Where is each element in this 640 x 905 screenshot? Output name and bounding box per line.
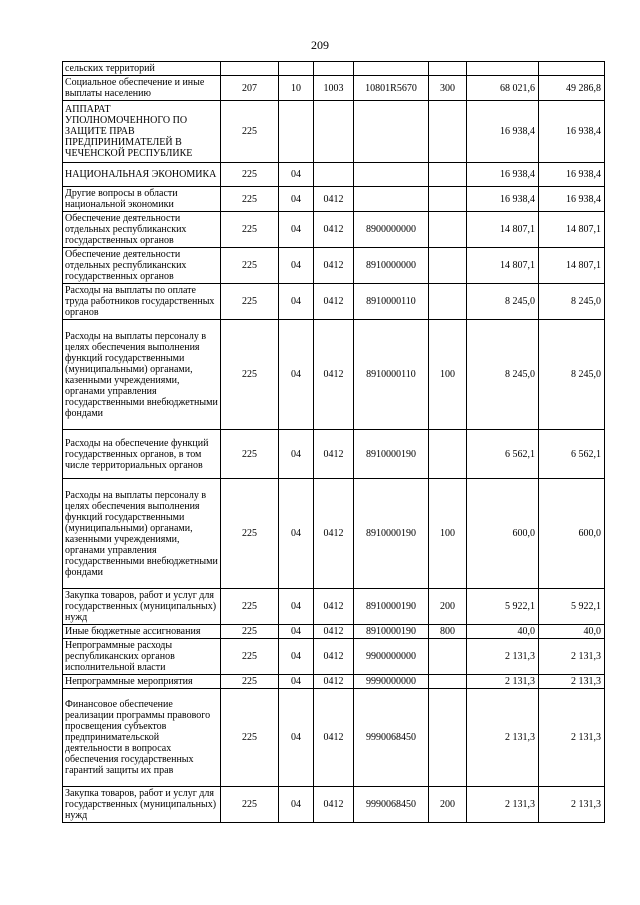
row-amount-1: 40,0 (467, 625, 539, 639)
row-expense-type: 100 (429, 320, 467, 430)
row-subsection-code: 0412 (314, 212, 354, 248)
row-expense-type (429, 639, 467, 675)
row-expense-type (429, 187, 467, 212)
row-ved-code: 225 (221, 187, 279, 212)
row-subsection-code: 0412 (314, 320, 354, 430)
row-target-article: 8910000110 (354, 284, 429, 320)
row-name: Расходы на выплаты по оплате труда работников государственных органов (63, 284, 221, 320)
row-amount-2: 5 922,1 (539, 589, 605, 625)
row-amount-1: 68 021,6 (467, 76, 539, 101)
row-expense-type (429, 62, 467, 76)
row-section-code: 04 (279, 163, 314, 187)
row-target-article: 9990068450 (354, 689, 429, 787)
row-expense-type (429, 212, 467, 248)
row-section-code: 04 (279, 639, 314, 675)
row-subsection-code: 0412 (314, 589, 354, 625)
row-amount-1: 8 245,0 (467, 284, 539, 320)
row-subsection-code: 0412 (314, 675, 354, 689)
row-ved-code: 225 (221, 639, 279, 675)
row-amount-1: 14 807,1 (467, 248, 539, 284)
row-name: Иные бюджетные ассигнования (63, 625, 221, 639)
row-subsection-code: 0412 (314, 430, 354, 479)
row-amount-1: 2 131,3 (467, 787, 539, 823)
budget-table (62, 61, 605, 823)
row-section-code: 04 (279, 589, 314, 625)
row-ved-code: 225 (221, 320, 279, 430)
row-name: Расходы на выплаты персоналу в целях обеспечения выполнения функций государственными (муниципальными) органами, казенными учреждениями, органами управления государственными внебюджетными фондами (63, 320, 221, 430)
row-target-article (354, 187, 429, 212)
table-row (63, 479, 605, 589)
row-subsection-code: 0412 (314, 479, 354, 589)
row-subsection-code: 0412 (314, 248, 354, 284)
table-row (63, 284, 605, 320)
row-name: Финансовое обеспечение реализации программы правового просвещения субъектов предпринимательской деятельности в вопросах обеспечения государственных гарантий защиты их прав (63, 689, 221, 787)
row-amount-2: 16 938,4 (539, 101, 605, 163)
table-row (63, 76, 605, 101)
row-name: Непрограммные мероприятия (63, 675, 221, 689)
table-row (63, 187, 605, 212)
row-amount-1: 16 938,4 (467, 101, 539, 163)
row-section-code: 04 (279, 187, 314, 212)
row-expense-type (429, 675, 467, 689)
row-ved-code: 225 (221, 430, 279, 479)
row-ved-code: 225 (221, 212, 279, 248)
row-ved-code: 225 (221, 284, 279, 320)
row-section-code: 10 (279, 76, 314, 101)
table-row (63, 689, 605, 787)
row-name: Социальное обеспечение и иные выплаты населению (63, 76, 221, 101)
row-ved-code: 225 (221, 625, 279, 639)
row-target-article: 9990000000 (354, 675, 429, 689)
row-target-article: 9990068450 (354, 787, 429, 823)
row-amount-2: 16 938,4 (539, 187, 605, 212)
row-subsection-code: 0412 (314, 639, 354, 675)
row-name: сельских территорий (63, 62, 221, 76)
row-amount-2: 14 807,1 (539, 212, 605, 248)
row-name: НАЦИОНАЛЬНАЯ ЭКОНОМИКА (63, 163, 221, 187)
row-amount-2: 2 131,3 (539, 639, 605, 675)
row-amount-1: 2 131,3 (467, 675, 539, 689)
row-target-article: 8910000190 (354, 589, 429, 625)
row-name: Расходы на выплаты персоналу в целях обеспечения выполнения функций государственными (муниципальными) органами, казенными учреждениями, органами управления государственными внебюджетными фондами (63, 479, 221, 589)
row-ved-code: 225 (221, 675, 279, 689)
row-subsection-code: 0412 (314, 689, 354, 787)
row-ved-code: 225 (221, 787, 279, 823)
row-ved-code: 225 (221, 479, 279, 589)
row-name: Обеспечение деятельности отдельных республиканских государственных органов (63, 248, 221, 284)
table-row (63, 625, 605, 639)
row-amount-2: 40,0 (539, 625, 605, 639)
row-subsection-code (314, 101, 354, 163)
row-target-article (354, 101, 429, 163)
row-amount-1: 6 562,1 (467, 430, 539, 479)
row-target-article: 8900000000 (354, 212, 429, 248)
row-section-code: 04 (279, 625, 314, 639)
row-section-code: 04 (279, 675, 314, 689)
row-subsection-code: 1003 (314, 76, 354, 101)
row-ved-code: 207 (221, 76, 279, 101)
row-expense-type: 200 (429, 787, 467, 823)
row-target-article: 8910000190 (354, 479, 429, 589)
table-row (63, 163, 605, 187)
row-amount-1 (467, 62, 539, 76)
row-ved-code: 225 (221, 101, 279, 163)
row-target-article (354, 62, 429, 76)
row-amount-2: 2 131,3 (539, 689, 605, 787)
row-ved-code: 225 (221, 589, 279, 625)
row-name: АППАРАТ УПОЛНОМОЧЕННОГО ПО ЗАЩИТЕ ПРАВ ПРЕДПРИНИМАТЕЛЕЙ В ЧЕЧЕНСКОЙ РЕСПУБЛИКЕ (63, 101, 221, 163)
row-target-article: 8910000190 (354, 430, 429, 479)
row-amount-2: 49 286,8 (539, 76, 605, 101)
table-row (63, 101, 605, 163)
row-amount-2: 2 131,3 (539, 675, 605, 689)
table-row (63, 589, 605, 625)
row-ved-code (221, 62, 279, 76)
row-subsection-code: 0412 (314, 787, 354, 823)
row-amount-2: 14 807,1 (539, 248, 605, 284)
row-ved-code: 225 (221, 163, 279, 187)
row-subsection-code (314, 163, 354, 187)
table-row (63, 212, 605, 248)
page-number: 209 (311, 38, 329, 52)
row-target-article: 8910000190 (354, 625, 429, 639)
row-amount-1: 600,0 (467, 479, 539, 589)
row-section-code: 04 (279, 787, 314, 823)
table-row (63, 248, 605, 284)
row-expense-type: 200 (429, 589, 467, 625)
row-amount-2: 8 245,0 (539, 320, 605, 430)
row-section-code: 04 (279, 248, 314, 284)
row-subsection-code: 0412 (314, 187, 354, 212)
row-name: Закупка товаров, работ и услуг для государственных (муниципальных) нужд (63, 787, 221, 823)
row-expense-type (429, 101, 467, 163)
row-section-code (279, 62, 314, 76)
table-row (63, 787, 605, 823)
row-amount-1: 2 131,3 (467, 689, 539, 787)
row-subsection-code: 0412 (314, 284, 354, 320)
row-amount-2: 2 131,3 (539, 787, 605, 823)
table-row (63, 320, 605, 430)
table-row (63, 430, 605, 479)
row-expense-type (429, 689, 467, 787)
row-section-code: 04 (279, 689, 314, 787)
row-ved-code: 225 (221, 248, 279, 284)
table-row (63, 675, 605, 689)
row-expense-type: 100 (429, 479, 467, 589)
row-expense-type (429, 248, 467, 284)
row-target-article: 8910000110 (354, 320, 429, 430)
row-section-code: 04 (279, 320, 314, 430)
row-section-code: 04 (279, 212, 314, 248)
row-name: Другие вопросы в области национальной экономики (63, 187, 221, 212)
row-amount-2: 6 562,1 (539, 430, 605, 479)
row-expense-type (429, 163, 467, 187)
row-expense-type: 800 (429, 625, 467, 639)
row-subsection-code (314, 62, 354, 76)
table-row (63, 62, 605, 76)
row-subsection-code: 0412 (314, 625, 354, 639)
row-amount-2 (539, 62, 605, 76)
row-target-article: 8910000000 (354, 248, 429, 284)
row-section-code: 04 (279, 430, 314, 479)
row-amount-1: 14 807,1 (467, 212, 539, 248)
row-name: Расходы на обеспечение функций государственных органов, в том числе территориальных органов (63, 430, 221, 479)
row-amount-2: 8 245,0 (539, 284, 605, 320)
row-expense-type: 300 (429, 76, 467, 101)
row-section-code: 04 (279, 479, 314, 589)
row-amount-2: 16 938,4 (539, 163, 605, 187)
row-target-article: 9900000000 (354, 639, 429, 675)
table-row (63, 639, 605, 675)
row-amount-2: 600,0 (539, 479, 605, 589)
row-amount-1: 2 131,3 (467, 639, 539, 675)
row-target-article (354, 163, 429, 187)
row-name: Закупка товаров, работ и услуг для государственных (муниципальных) нужд (63, 589, 221, 625)
row-ved-code: 225 (221, 689, 279, 787)
row-amount-1: 16 938,4 (467, 163, 539, 187)
row-amount-1: 8 245,0 (467, 320, 539, 430)
row-expense-type (429, 284, 467, 320)
row-name: Обеспечение деятельности отдельных республиканских государственных органов (63, 212, 221, 248)
row-amount-1: 5 922,1 (467, 589, 539, 625)
row-name: Непрограммные расходы республиканских органов исполнительной власти (63, 639, 221, 675)
row-target-article: 10801R5670 (354, 76, 429, 101)
row-section-code (279, 101, 314, 163)
row-section-code: 04 (279, 284, 314, 320)
row-expense-type (429, 430, 467, 479)
row-amount-1: 16 938,4 (467, 187, 539, 212)
